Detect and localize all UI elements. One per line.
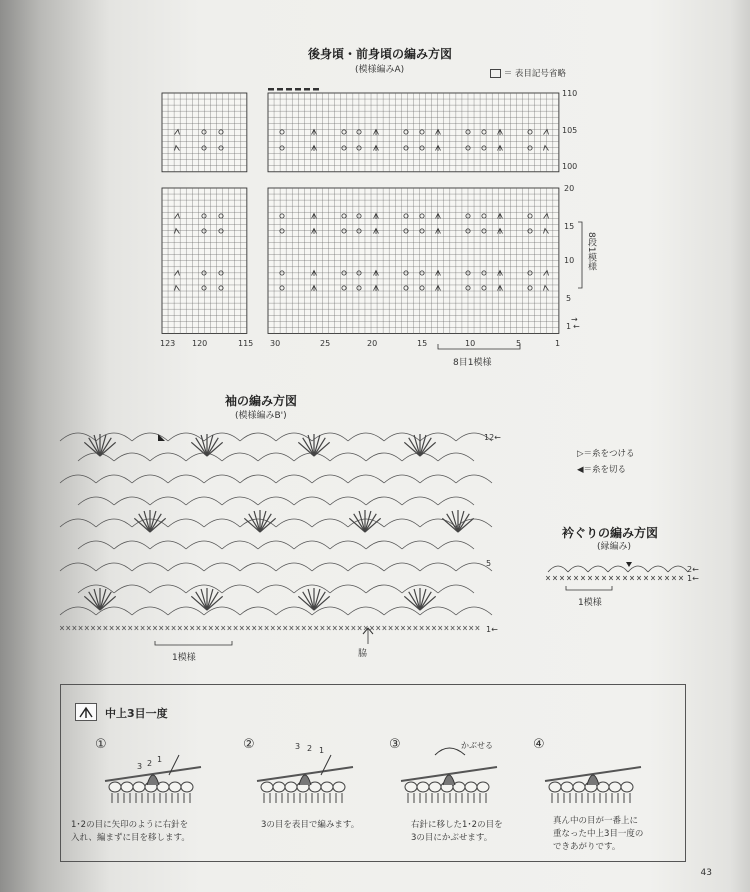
neck-repeat-bracket xyxy=(566,586,612,590)
step-4-number: ④ xyxy=(533,737,545,752)
bottom-num-5: 5 xyxy=(516,339,522,348)
highlighted-stitch xyxy=(147,775,159,785)
sleeve-row-5: 5 xyxy=(486,559,492,568)
repeat-label-stitches: 8目1模様 xyxy=(453,358,492,368)
bottom-num-25: 25 xyxy=(320,339,331,348)
bottom-num-123: 123 xyxy=(160,339,176,348)
sleeve-chart-title: 袖の編み方図 xyxy=(225,394,298,408)
neck-row-1: 1← xyxy=(687,574,699,583)
insert-arrow xyxy=(321,755,331,775)
neck-row-2: 2← xyxy=(687,565,699,574)
step-2-illustration xyxy=(257,755,353,803)
single-crochet-mark xyxy=(553,576,557,580)
bottom-num-115: 115 xyxy=(238,339,254,348)
body-chart-subtitle: (模様編みA) xyxy=(355,65,405,75)
single-crochet-mark xyxy=(602,576,606,580)
step-1-illustration xyxy=(105,755,201,803)
step-1-line-1: 1･2の目に矢印のように右針を xyxy=(71,820,189,830)
picot-arch xyxy=(608,566,628,572)
step-4-line-2: 重なった中上3目一度の xyxy=(553,829,644,839)
knit-loop xyxy=(561,782,573,792)
step-1-number: ① xyxy=(95,737,107,752)
repeat-label-rows: 8段1模様 xyxy=(586,232,596,271)
single-crochet-mark xyxy=(679,576,683,580)
bottom-num-10: 10 xyxy=(465,339,476,348)
step-3-line-1: 右針に移した1･2の目を xyxy=(411,820,503,830)
right-row-100: 100 xyxy=(562,162,578,171)
single-crochet-mark xyxy=(651,576,655,580)
knit-loop xyxy=(417,782,429,792)
bottom-num-30: 30 xyxy=(270,339,281,348)
step-3-line-2: 3の目にかぶせます。 xyxy=(411,833,493,843)
body-chart-title: 後身頃・前身頃の編み方図 xyxy=(308,47,453,61)
neck-chart-title: 衿ぐりの編み方図 xyxy=(562,526,659,540)
knit-loop xyxy=(181,782,193,792)
knit-loop xyxy=(549,782,561,792)
knit-loop xyxy=(573,782,585,792)
step-2-line-1: 3の目を表目で編みます。 xyxy=(261,820,360,830)
technique-title: 中上3目一度 xyxy=(105,707,168,720)
arrow-right: → xyxy=(571,315,578,324)
right-row-5: 5 xyxy=(566,294,572,303)
highlighted-stitch xyxy=(299,775,311,785)
step-4-line-1: 真ん中の目が一番上に xyxy=(553,816,639,826)
insert-arrow xyxy=(169,755,179,775)
step-1-mark-1: 1 xyxy=(157,755,163,764)
step-2-text xyxy=(261,819,359,832)
step-1-text xyxy=(71,819,190,845)
knit-loop xyxy=(609,782,621,792)
picot-arch xyxy=(628,566,648,572)
single-crochet-mark xyxy=(623,576,627,580)
single-crochet-mark xyxy=(630,576,634,580)
knit-loop xyxy=(169,782,181,792)
highlighted-stitch xyxy=(443,775,455,785)
knit-loop xyxy=(405,782,417,792)
bottom-num-15: 15 xyxy=(417,339,428,348)
single-crochet-mark xyxy=(588,576,592,580)
single-crochet-mark xyxy=(658,576,662,580)
legend-attach-text: ＝糸をつける xyxy=(583,449,635,459)
step-3-number: ③ xyxy=(389,737,401,752)
bottom-num-20: 20 xyxy=(367,339,378,348)
right-row-110: 110 xyxy=(562,89,578,98)
right-row-15: 15 xyxy=(564,222,575,231)
single-crochet-mark xyxy=(595,576,599,580)
single-crochet-mark xyxy=(560,576,564,580)
picot-arch xyxy=(668,566,688,572)
legend-cut-text: ＝糸を切る xyxy=(583,465,627,475)
single-crochet-mark xyxy=(665,576,669,580)
step-4-illustration xyxy=(545,767,641,803)
single-crochet-mark xyxy=(567,576,571,580)
single-crochet-mark xyxy=(574,576,578,580)
knit-loop xyxy=(133,782,145,792)
neck-cut-marker xyxy=(626,562,632,567)
neck-stitches xyxy=(546,566,688,580)
neck-repeat-label: 1模様 xyxy=(578,598,602,608)
step-3-label: かぶせる xyxy=(461,741,493,750)
picot-arch xyxy=(548,566,568,572)
highlighted-stitch xyxy=(587,775,599,785)
knit-loop xyxy=(261,782,273,792)
page-number: 43 xyxy=(700,868,712,878)
step-2-mark-2: 2 xyxy=(307,744,313,753)
cut-yarn-icon: ◀ xyxy=(577,465,584,475)
single-crochet-mark xyxy=(616,576,620,580)
sleeve-row-1: 1← xyxy=(486,625,498,634)
arrow-left: ← xyxy=(573,322,580,331)
picot-arch xyxy=(588,566,608,572)
knit-loop xyxy=(465,782,477,792)
sleeve-chart-subtitle: (模様編みB') xyxy=(235,411,287,421)
right-row-20: 20 xyxy=(564,184,575,193)
step-2-number: ② xyxy=(243,737,255,752)
picot-arch xyxy=(568,566,588,572)
knit-loop xyxy=(477,782,489,792)
step-1-mark-2: 2 xyxy=(147,759,153,768)
knit-loop xyxy=(121,782,133,792)
neck-chart-subtitle: (縁編み) xyxy=(597,542,632,552)
attach-yarn-icon: ▷ xyxy=(577,449,584,459)
knit-loop xyxy=(273,782,285,792)
sleeve-row-12: 12← xyxy=(484,433,501,442)
step-2-mark-3: 3 xyxy=(295,742,301,751)
bottom-num-1: 1 xyxy=(555,339,561,348)
picot-arch xyxy=(648,566,668,572)
single-crochet-mark xyxy=(644,576,648,580)
single-crochet-mark xyxy=(581,576,585,580)
sleeve-repeat-label: 1模様 xyxy=(172,653,196,663)
step-2-mark-1: 1 xyxy=(319,746,325,755)
legend-text: ＝ 表目記号省略 xyxy=(503,69,566,79)
knit-loop xyxy=(321,782,333,792)
single-crochet-mark xyxy=(672,576,676,580)
step-4-text xyxy=(553,815,643,854)
single-crochet-mark xyxy=(609,576,613,580)
right-row-105: 105 xyxy=(562,126,578,135)
knit-loop xyxy=(429,782,441,792)
knit-loop xyxy=(285,782,297,792)
knit-loop xyxy=(621,782,633,792)
right-row-10: 10 xyxy=(564,256,575,265)
knit-loop xyxy=(333,782,345,792)
step-3-text xyxy=(411,819,503,845)
bottom-num-120: 120 xyxy=(192,339,208,348)
sleeve-side-label: 脇 xyxy=(358,649,368,659)
technique-panel xyxy=(60,684,686,862)
step-3-illustration xyxy=(401,748,497,803)
step-4-line-3: できあがりです。 xyxy=(553,842,621,852)
step-1-line-2: 入れ、編まずに目を移します。 xyxy=(71,833,190,843)
step-1-mark-3: 3 xyxy=(137,762,143,771)
right-row-1: 1 xyxy=(566,322,572,331)
single-crochet-mark xyxy=(637,576,641,580)
knit-loop xyxy=(109,782,121,792)
single-crochet-mark xyxy=(546,576,550,580)
